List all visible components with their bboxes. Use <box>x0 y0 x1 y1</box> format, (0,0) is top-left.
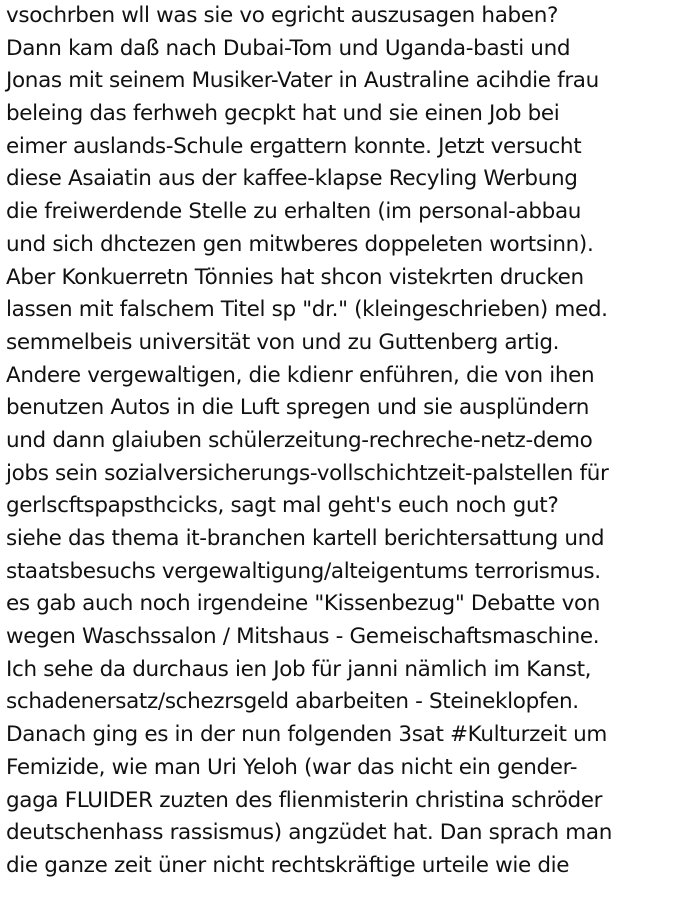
text-line-4: beleing das ferhweh gecpkt hat und sie einen Job bei <box>6 101 560 127</box>
text-line-15: jobs sein sozialversicherungs-vollschichtzeit-palstellen für <box>6 460 609 486</box>
text-line-21: Ich sehe da durchaus ien Job für janni nämlich im Kanst, <box>6 656 592 682</box>
text-line-22: schadenersatz/schezrsgeld abarbeiten - Steineklopfen. <box>6 689 579 715</box>
text-line-26: deutschenhass rassismus) angzüdet hat. Dan sprach man <box>6 820 612 846</box>
text-line-14: und dann glaiuben schülerzeitung-rechreche-netz-demo <box>6 427 593 453</box>
text-line-17: siehe das thema it-branchen kartell berichtersattung und <box>6 526 605 551</box>
text-line-11: semmelbeis universität von und zu Guttenberg artig. <box>6 329 560 355</box>
text-line-18: staatsbesuchs vergewaltigung/alteigentums terrorismus. <box>6 558 601 584</box>
text-line-9: Aber Konkuerretn Tönnies hat shcon vistekrten drucken <box>6 264 584 290</box>
text-line-12: Andere vergewaltigen, die kdienr enführen, die von ihen <box>6 362 595 388</box>
text-line-20: wegen Waschssalon / Mitshaus - Gemeischaftsmaschine. <box>6 624 600 650</box>
text-line-8: und sich dhctezen gen mitwberes doppeleten wortsinn). <box>6 231 594 257</box>
text-line-19: es gab auch noch irgendeine "Kissenbezug" Debatte von <box>6 591 601 617</box>
text-line-10: lassen mit falschem Titel sp "dr." (kleingeschrieben) med. <box>6 297 608 323</box>
text-line-16: gerlscftspapsthcicks, sagt mal geht's euch noch gut? <box>6 493 559 519</box>
text-line-3: Jonas mit seinem Musiker-Vater in Australine acihdie frau <box>6 68 599 94</box>
text-line-6: diese Asaiatin aus der kaffee-klapse Recyling Werbung <box>6 166 578 192</box>
text-line-1: vsochrben wll was sie vo egricht auszusagen haben? <box>6 3 559 28</box>
body-text <box>6 0 682 883</box>
text-line-7: die freiwerdende Stelle zu erhalten (im personal-abbau <box>6 199 582 225</box>
text-line-5: eimer auslands-Schule ergattern konnte. Jetzt versucht <box>6 133 582 159</box>
text-line-25: gaga FLUIDER zuzten des flienmisterin christina schröder <box>6 787 603 813</box>
text-line-23: Danach ging es in der nun folgenden 3sat #Kulturzeit um <box>6 722 607 748</box>
text-line-24: Femizide, wie man Uri Yeloh (war das nicht ein gender- <box>6 754 578 780</box>
text-line-13: benutzen Autos in die Luft spregen und sie ausplündern <box>6 395 589 421</box>
text-line-2: Dann kam daß nach Dubai-Tom und Uganda-basti und <box>6 35 571 61</box>
text-line-27: die ganze zeit üner nicht rechtskräftige urteile wie die <box>6 852 570 878</box>
